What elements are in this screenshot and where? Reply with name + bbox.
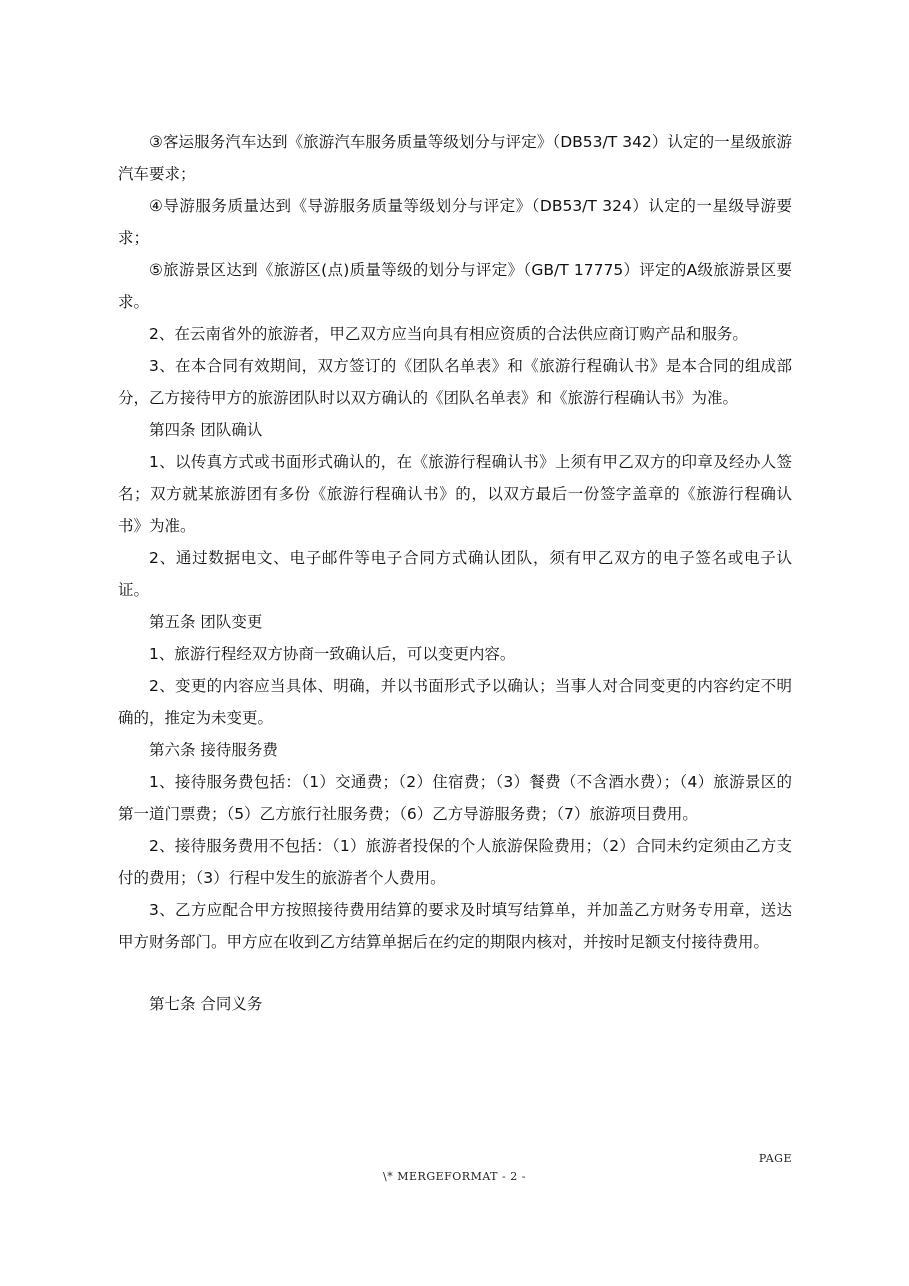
document-body: [118, 126, 792, 1020]
paragraph: 2、在云南省外的旅游者，甲乙双方应当向具有相应资质的合法供应商订购产品和服务。: [149, 325, 748, 343]
paragraph: ④导游服务质量达到《导游服务质量等级划分与评定》（DB53/T 324）认定的一星级导游要求；: [118, 197, 792, 247]
footer-page-number: \* MERGEFORMAT - 2 -: [383, 1170, 526, 1183]
paragraph: 1、以传真方式或书面形式确认的，在《旅游行程确认书》上须有甲乙双方的印章及经办人签名；双方就某旅游团有多份《旅游行程确认书》的，以双方最后一份签字盖章的《旅游行程确认书》为准。: [118, 453, 792, 535]
paragraph: 3、在本合同有效期间，双方签订的《团队名单表》和《旅游行程确认书》是本合同的组成部分，乙方接待甲方的旅游团队时以双方确认的《团队名单表》和《旅游行程确认书》为准。: [118, 357, 792, 407]
paragraph: ③客运服务汽车达到《旅游汽车服务质量等级划分与评定》（DB53/T 342）认定的一星级旅游汽车要求；: [118, 133, 792, 183]
paragraph: 2、变更的内容应当具体、明确，并以书面形式予以确认；当事人对合同变更的内容约定不明确的，推定为未变更。: [118, 677, 792, 727]
paragraph: 3、乙方应配合甲方按照接待费用结算的要求及时填写结算单，并加盖乙方财务专用章，送达甲方财务部门。甲方应在收到乙方结算单据后在约定的期限内核对，并按时足额支付接待费用。: [118, 901, 792, 951]
paragraph: 2、通过数据电文、电子邮件等电子合同方式确认团队，须有甲乙双方的电子签名或电子认证。: [118, 549, 792, 599]
paragraph: 1、旅游行程经双方协商一致确认后，可以变更内容。: [149, 645, 516, 663]
paragraph: 2、接待服务费用不包括：（1）旅游者投保的个人旅游保险费用；（2）合同未约定须由乙方支付的费用；（3）行程中发生的旅游者个人费用。: [118, 837, 792, 887]
section-heading: 第四条 团队确认: [149, 421, 263, 439]
paragraph: ⑤旅游景区达到《旅游区(点)质量等级的划分与评定》（GB/T 17775）评定的A级旅游景区要求。: [118, 261, 792, 311]
section-heading: 第五条 团队变更: [149, 613, 263, 631]
footer-page-label: PAGE: [758, 1152, 792, 1165]
section-heading: 第七条 合同义务: [149, 995, 263, 1013]
section-heading: 第六条 接待服务费: [149, 741, 278, 759]
paragraph: 1、接待服务费包括：（1）交通费；（2）住宿费；（3）餐费（不含酒水费）；（4）旅游景区的第一道门票费；（5）乙方旅行社服务费；（6）乙方导游服务费；（7）旅游项目费用。: [118, 773, 792, 823]
